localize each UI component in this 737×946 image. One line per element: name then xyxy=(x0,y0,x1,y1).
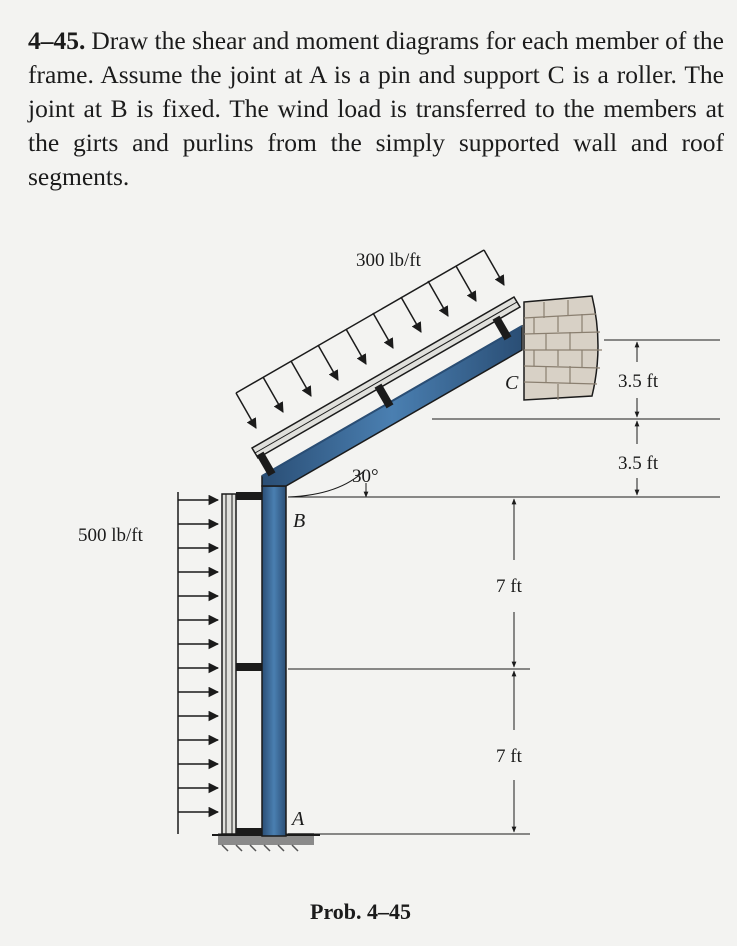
girt-top xyxy=(236,492,262,500)
column-dimensions xyxy=(496,499,523,832)
problem-body: Draw the shear and moment diagrams for each member of the frame. Assume the joint at A is a pin and support C is a roller. The joint at B is fixed. The wind load is transferred to the members at the girts and purlins from the simply supported wall and roof segments. xyxy=(28,26,724,191)
dim-col-lower: 7 ft xyxy=(496,746,522,767)
girt-bottom xyxy=(236,828,262,836)
dim-right-lower: 3.5 ft xyxy=(618,453,659,474)
wall-segment xyxy=(222,492,262,836)
problem-number: 4–45. xyxy=(28,26,86,55)
wall-load-label: 500 lb/ft xyxy=(78,525,143,546)
figure-caption: Prob. 4–45 xyxy=(310,899,412,924)
rafter-bc xyxy=(262,326,522,486)
point-b-label: B xyxy=(293,510,306,532)
point-c-label: C xyxy=(505,372,519,394)
roof-segment xyxy=(252,297,520,476)
angle-label: 30° xyxy=(352,466,379,487)
dim-right-upper: 3.5 ft xyxy=(618,371,659,392)
brick-wall-c xyxy=(524,296,602,400)
roof-load-label: 300 lb/ft xyxy=(356,250,421,271)
wall-load xyxy=(78,492,218,834)
column-ab xyxy=(262,486,286,836)
dim-col-upper: 7 ft xyxy=(496,576,522,597)
girt-middle xyxy=(236,663,262,671)
point-a-label: A xyxy=(292,808,305,830)
